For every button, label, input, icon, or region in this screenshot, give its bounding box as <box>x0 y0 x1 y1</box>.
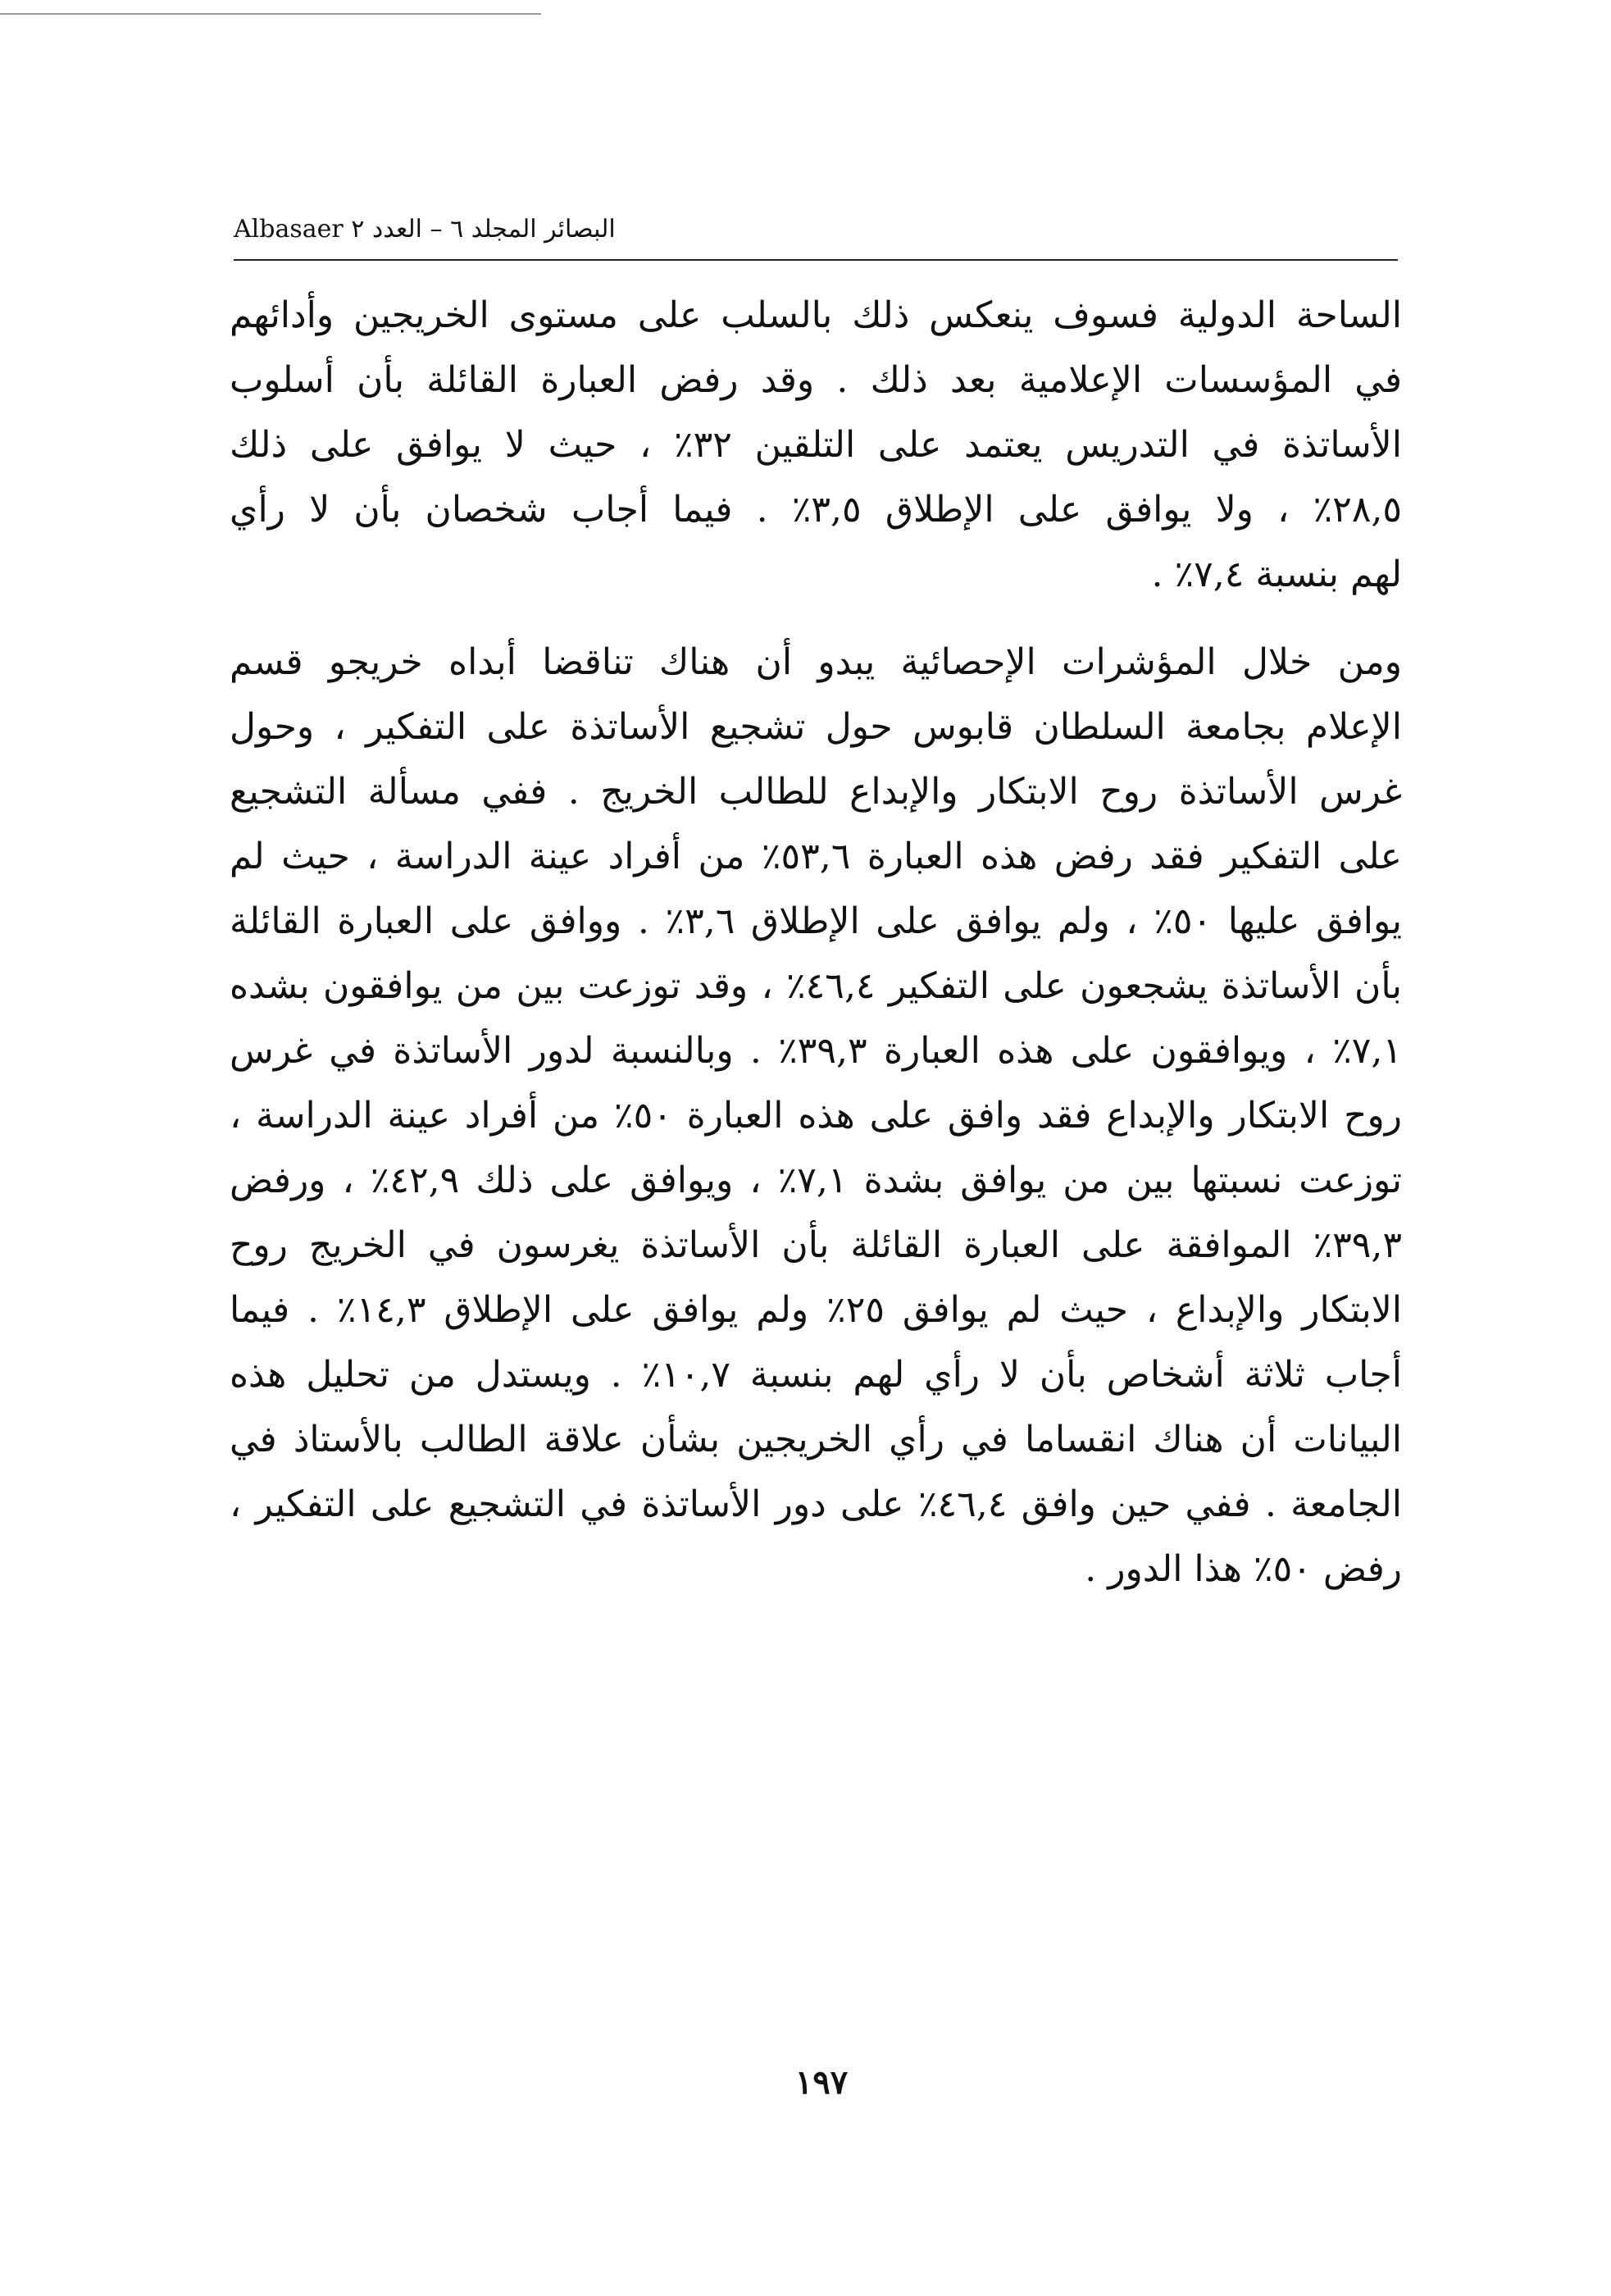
paragraph-1-line-3: الأساتذة في التدريس يعتمد على التلقين ٣٢٪ ، حيث لا يوافق على ذلك <box>230 424 1402 466</box>
scan-edge-line <box>0 13 541 15</box>
paragraph-2-line-6: بأن الأساتذة يشجعون على التفكير ٤٦,٤٪ ، وقد توزعت بين من يوافقون بشده <box>230 965 1402 1007</box>
paragraph-2-line-7: ٧,١٪ ، ويوافقون على هذه العبارة ٣٩,٣٪ . وبالنسبة لدور الأساتذة في غرس <box>230 1030 1402 1072</box>
paragraph-2-line-9: توزعت نسبتها بين من يوافق بشدة ٧,١٪ ، ويوافق على ذلك ٤٢,٩٪ ، ورفض <box>230 1159 1402 1201</box>
page-number: ١٩٧ <box>794 2063 849 2102</box>
paragraph-2-line-1: ومن خلال المؤشرات الإحصائية يبدو أن هناك تناقضا أبداه خريجو قسم <box>230 641 1402 683</box>
paragraph-2-line-14: الجامعة . ففي حين وافق ٤٦,٤٪ على دور الأساتذة في التشجيع على التفكير ، <box>230 1483 1402 1525</box>
paragraph-gap <box>230 607 1402 630</box>
paragraph-2-line-10: ٣٩,٣٪ الموافقة على العبارة القائلة بأن الأساتذة يغرسون في الخريج روح <box>230 1224 1402 1266</box>
paragraph-2-line-12: أجاب ثلاثة أشخاص بأن لا رأي لهم بنسبة ١٠,٧٪ . ويستدل من تحليل هذه <box>230 1354 1402 1396</box>
paragraph-2-line-2: الإعلام بجامعة السلطان قابوس حول تشجيع الأساتذة على التفكير ، وحول <box>230 706 1402 748</box>
paragraph-2-line-3: غرس الأساتذة روح الابتكار والإبداع للطالب الخريج . ففي مسألة التشجيع <box>230 771 1402 813</box>
running-header <box>234 210 1398 249</box>
paragraph-1-line-4: ٢٨,٥٪ ، ولا يوافق على الإطلاق ٣,٥٪ . فيما أجاب شخصان بأن لا رأي <box>230 489 1402 531</box>
header-rule <box>234 259 1398 261</box>
paragraph-2-line-15: رفض ٥٠٪ هذا الدور . <box>1085 1548 1402 1590</box>
paragraph-2-line-5: يوافق عليها ٥٠٪ ، ولم يوافق على الإطلاق ٣,٦٪ . ووافق على العبارة القائلة <box>230 900 1402 942</box>
paragraph-2-line-11: الابتكار والإبداع ، حيث لم يوافق ٢٥٪ ولم يوافق على الإطلاق ١٤,٣٪ . فيما <box>230 1289 1402 1331</box>
paragraph-2-line-4: على التفكير فقد رفض هذه العبارة ٥٣,٦٪ من أفراد عينة الدراسة ، حيث لم <box>230 836 1402 877</box>
body-text <box>230 283 1402 1601</box>
paragraph-1-line-2: في المؤسسات الإعلامية بعد ذلك . وقد رفض العبارة القائلة بأن أسلوب <box>230 359 1402 401</box>
paragraph-2-line-13: البيانات أن هناك انقساما في رأي الخريجين بشأن علاقة الطالب بالأستاذ في <box>230 1419 1402 1460</box>
paragraph-2-line-8: روح الابتكار والإبداع فقد وافق على هذه العبارة ٥٠٪ من أفراد عينة الدراسة ، <box>230 1095 1402 1137</box>
paragraph-1-line-1: الساحة الدولية فسوف ينعكس ذلك بالسلب على مستوى الخريجين وأدائهم <box>230 294 1402 336</box>
journal-header-text: Albasaer البصائر المجلد ٦ – العدد ٢ <box>234 215 616 244</box>
paragraph-1-line-5: لهم بنسبة ٧,٤٪ . <box>1151 554 1402 595</box>
